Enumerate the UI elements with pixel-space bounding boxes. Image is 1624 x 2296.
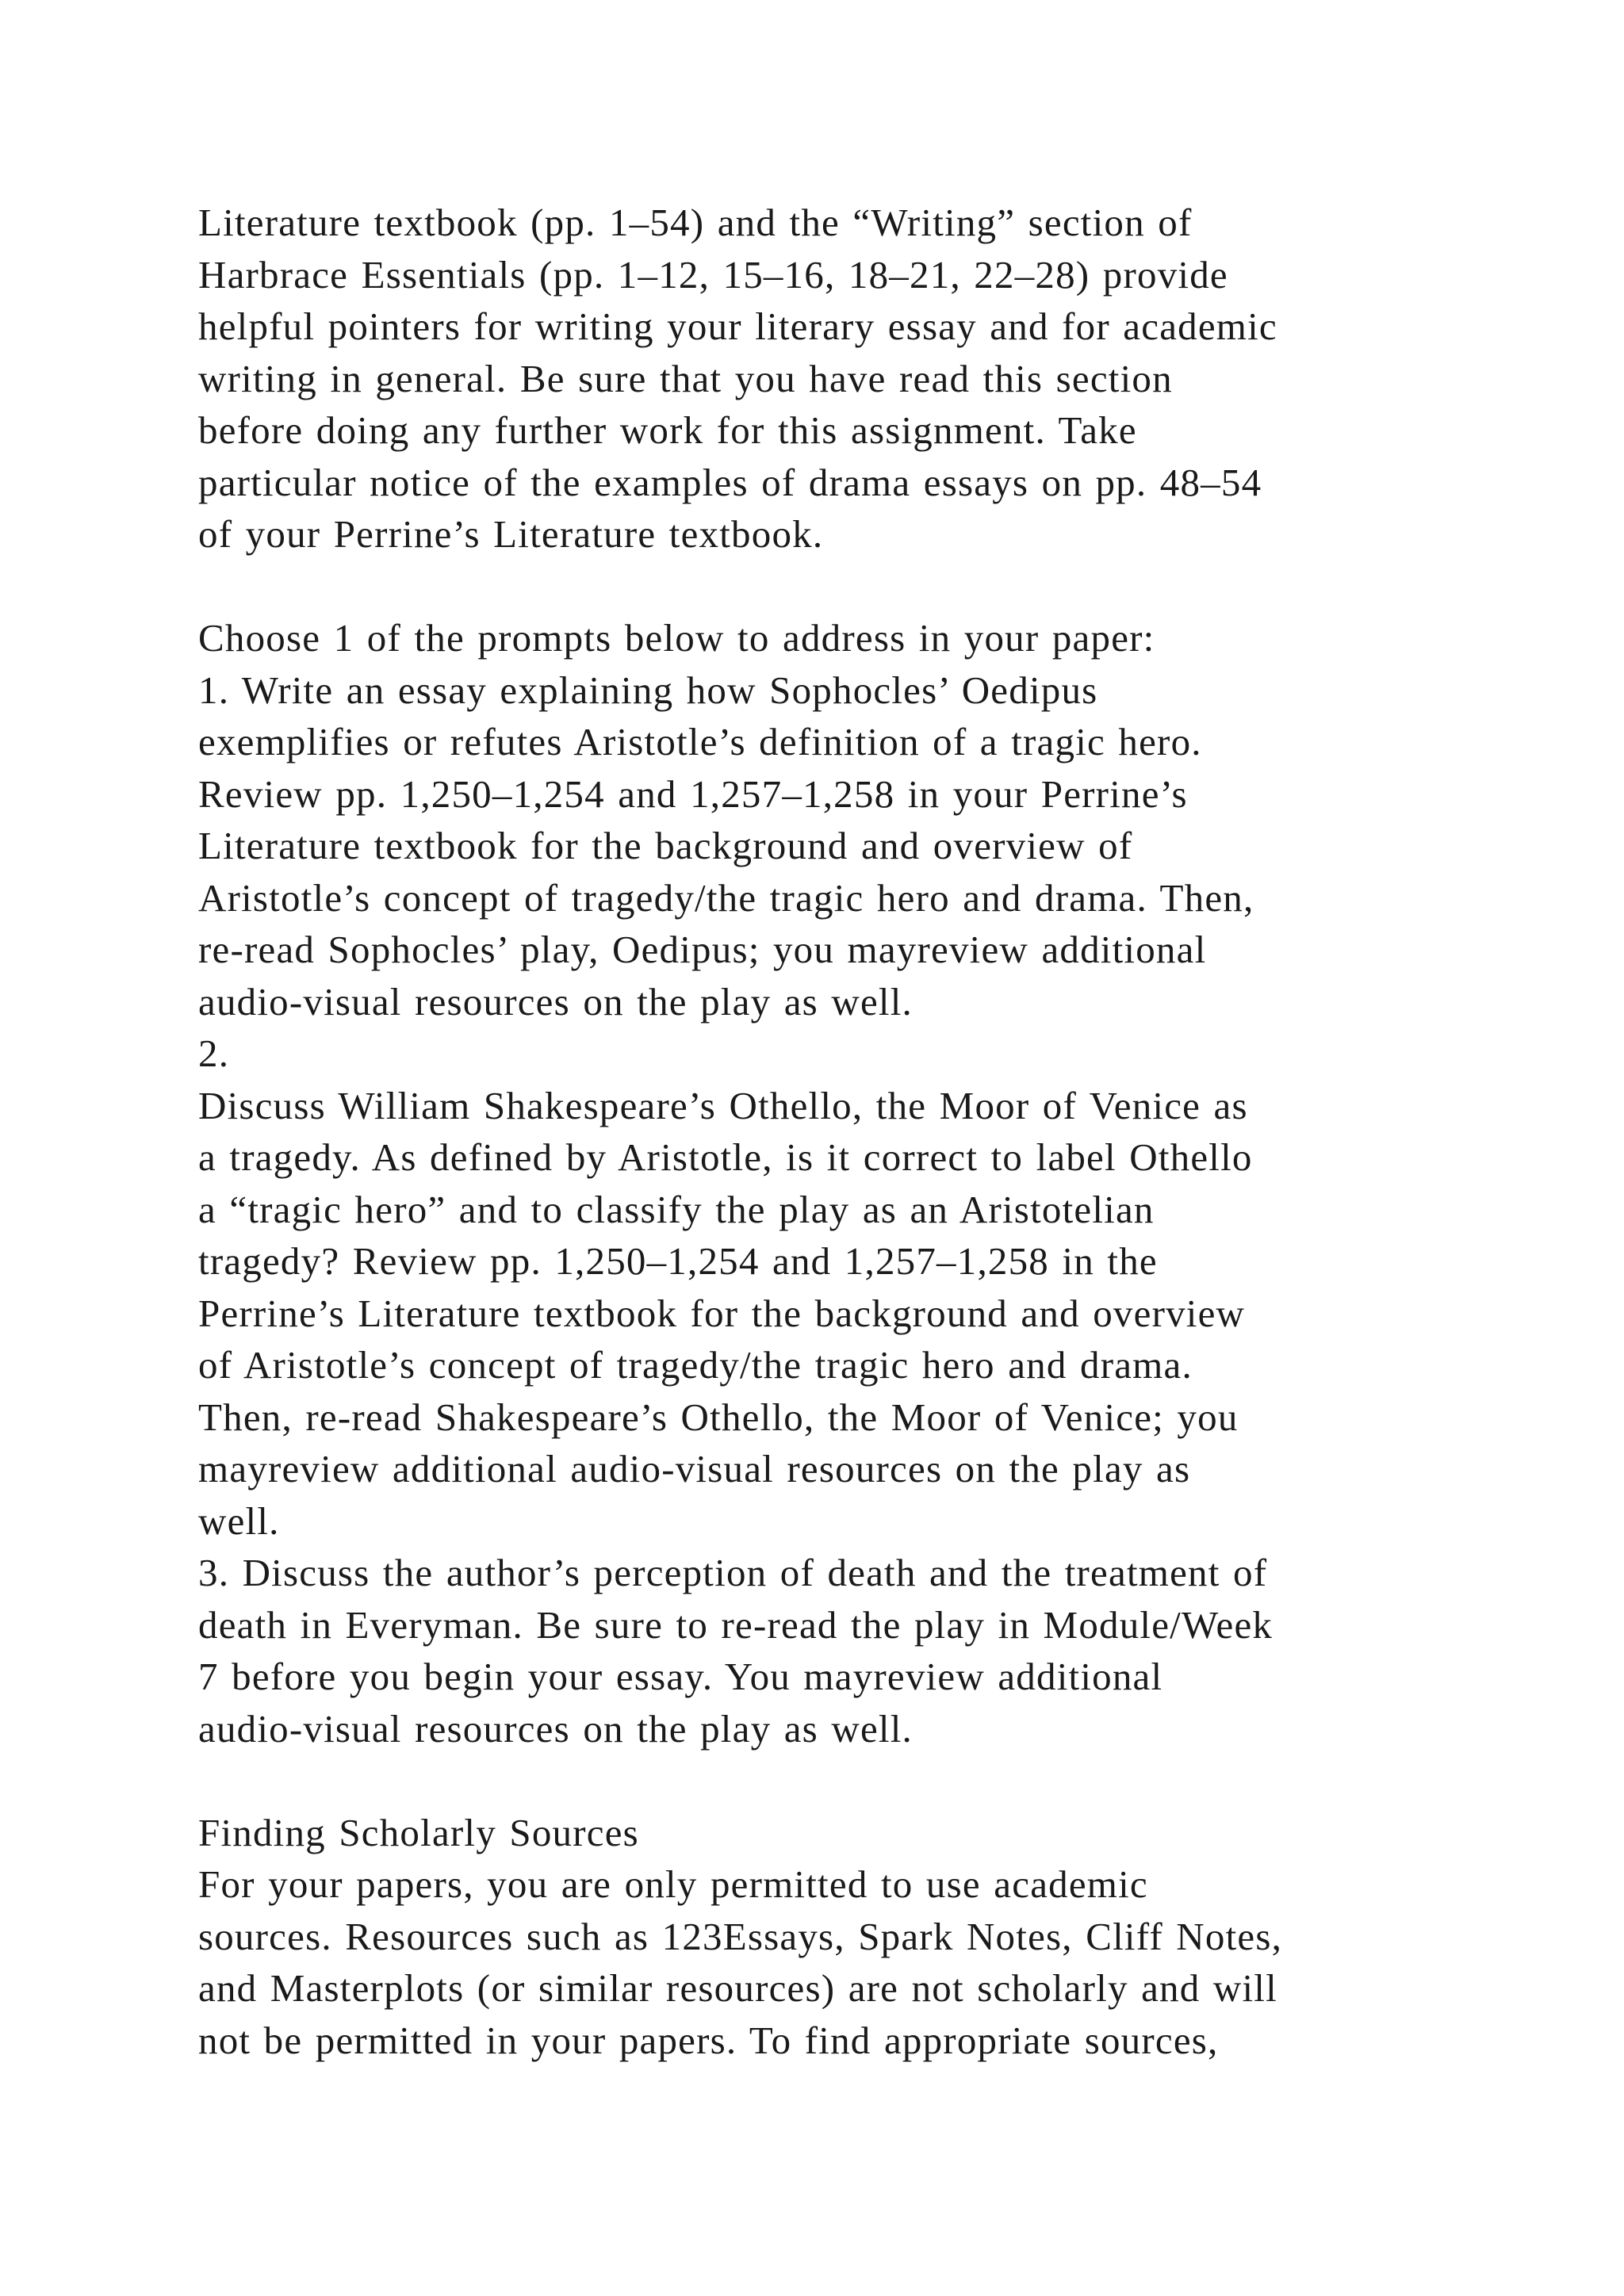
text-line: sources. Resources such as 123Essays, Spark Notes, Cliff Notes, <box>198 1914 1283 1958</box>
text-line: writing in general. Be sure that you have read this section <box>198 356 1173 400</box>
text-line: 7 before you begin your essay. You mayreview additional <box>198 1655 1163 1698</box>
blank-line <box>198 1755 1546 1807</box>
text-line: tragedy? Review pp. 1,250–1,254 and 1,257–1,258 in the <box>198 1239 1158 1283</box>
text-line: Perrine’s Literature textbook for the background and overview <box>198 1291 1246 1335</box>
text-line: Review pp. 1,250–1,254 and 1,257–1,258 in your Perrine’s <box>198 771 1188 816</box>
text-line: Choose 1 of the prompts below to address in your paper: <box>198 616 1155 660</box>
text-line: a “tragic hero” and to classify the play as an Aristotelian <box>198 1187 1155 1231</box>
text-line: a tragedy. As defined by Aristotle, is it correct to label Othello <box>198 1135 1253 1179</box>
text-line: helpful pointers for writing your literary essay and for academic <box>198 304 1277 348</box>
text-line: Then, re-read Shakespeare’s Othello, the Moor of Venice; you <box>198 1395 1239 1439</box>
text-line: 1. Write an essay explaining how Sophocles’ Oedipus <box>198 668 1098 712</box>
text-line: 3. Discuss the author’s perception of death and the treatment of <box>198 1551 1268 1594</box>
text-line: re-read Sophocles’ play, Oedipus; you mayreview additional <box>198 928 1207 971</box>
text-line: of Aristotle’s concept of tragedy/the tragic hero and drama. <box>198 1343 1193 1387</box>
text-line: of your Perrine’s Literature textbook. <box>198 512 824 556</box>
text-line: death in Everyman. Be sure to re-read the play in Module/Week <box>198 1602 1274 1647</box>
text-line: audio-visual resources on the play as well. <box>198 1706 913 1751</box>
text-line: Aristotle’s concept of tragedy/the tragic hero and drama. Then, <box>198 875 1254 920</box>
text-line: For your papers, you are only permitted to use academic <box>198 1862 1148 1906</box>
text-line: not be permitted in your papers. To find appropriate sources, <box>198 2018 1219 2062</box>
blank-line <box>198 561 1546 613</box>
text-line: Literature textbook (pp. 1–54) and the “Writing” section of <box>198 201 1193 244</box>
text-line: mayreview additional audio-visual resources on the play as <box>198 1447 1191 1490</box>
text-line: before doing any further work for this assignment. Take <box>198 408 1137 452</box>
text-line: Harbrace Essentials (pp. 1–12, 15–16, 18–21, 22–28) provide <box>198 252 1228 297</box>
text-line: and Masterplots (or similar resources) are not scholarly and will <box>198 1966 1277 2010</box>
document-text <box>198 197 1546 2066</box>
text-line: audio-visual resources on the play as well. <box>198 979 913 1024</box>
text-line: well. <box>198 1498 280 1543</box>
text-line: 2. <box>198 1031 230 1075</box>
text-line: Discuss William Shakespeare’s Othello, the Moor of Venice as <box>198 1083 1248 1127</box>
text-line: Literature textbook for the background and overview of <box>198 824 1133 867</box>
section-heading: Finding Scholarly Sources <box>198 1810 639 1854</box>
text-line: particular notice of the examples of drama essays on pp. 48–54 <box>198 460 1262 504</box>
text-line: exemplifies or refutes Aristotle’s definition of a tragic hero. <box>198 720 1202 763</box>
